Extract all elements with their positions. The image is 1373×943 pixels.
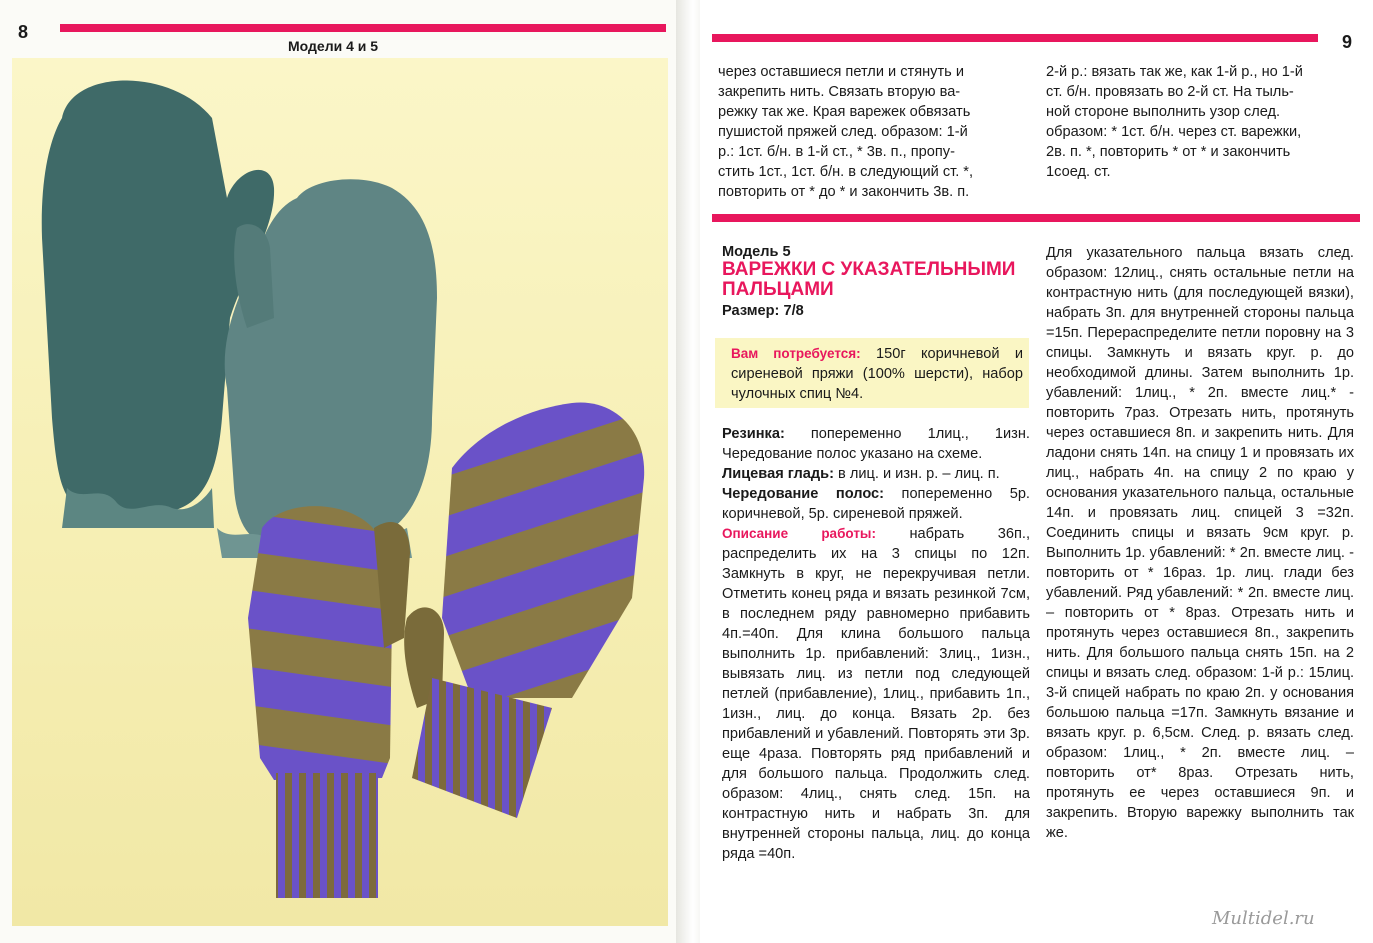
materials-text: 150г коричневой и сиреневой пряжи (100% шерсти), набор чулочных спиц №4. bbox=[731, 346, 1023, 402]
stockinette-text: в лиц. и изн. р. – лиц. п. bbox=[833, 466, 1000, 482]
stockinette-label: Лицевая гладь: bbox=[722, 466, 834, 482]
text-line: режку так же. Края варежек обвязать bbox=[718, 104, 971, 120]
header-bar-right bbox=[712, 34, 1318, 42]
rib-text: попеременно 1лиц., 1изн. Чередование полос указано на схеме. bbox=[722, 426, 1030, 462]
description-text: набрать 36п., распределить их на 3 спицы по 12п. Замкнуть в круг, не перекручивая петли. Отметить конец ряда и вязать резинкой 7см, в последнем ряду равномерно прибавить 4п.=40п. Для клина большого пальца выполнить 1р. прибавлений: 3лиц., 1изн., вывязать лиц. из петли под следующей петлей (прибавление), 1лиц., прибавить 1п., 1изн., лиц. до конца. Вязать 2р. без прибавлений и убавлений. Повторять эти 3р. еще 4раза. Повторять ряд прибавлений и для большого пальца. Продолжить след. образом: 4лиц., снять след. 15п. на контрастную нить и набрать 3п. для внутренней стороны пальца, лиц. до конца ряда =40п. bbox=[722, 526, 1030, 862]
right-column-text: Для указательного пальца вязать след. образом: 12лиц., снять остальные петли на контрастную нить (для последующей вязки), набрать 3п. для внутренней стороны пальца =15п. Перераспределите петли поровну на 3 спицы. Замкнуть и вязать круг. р. до необходимой длины. Затем выполнить 1р. убавлений: 1лиц., * 2п. вместе лиц.* - повторить 7раз. Отрезать нить, протянуть через оставшиеся 8п. и закрепить нить. Для ладони снять 14п. на спицу 1 и провязать их лиц., набрать 4п. на спицу 2 по краю у основания указательного пальца, остальные 14п. и провязать лиц. спицей 3 =32п. Соединить спицы и вязать 9см круг. р. Выполнить 1р. убавлений: * 2п. вместе лиц. - повторить от * 16раз. 1р. лиц. глади без убавлений. Ряд убавлений: * 2п. вместе лиц. – повторить от * 8раз. Отрезать нить и протянуть через оставшиеся 8п., закрепить нить. Для большого пальца снять 15п. на 2 спицы и вязать след. образом: 1-й р.: 15лиц. 3-й спицей набрать по краю 2п. у основания большою пальца =17п. Замкнуть вязание и вязать круг. р. 6,5см. След. р. вязать след. образом: 1лиц., * 2п. вместе лиц. – повторить от* 8раз. Отрезать нить, протянуть ее через оставшиеся 9п. и закрепить. Вторую варежку выполнить так же. bbox=[1046, 245, 1354, 841]
striped-mitten-left bbox=[248, 506, 392, 780]
mittens-photo bbox=[12, 58, 668, 926]
text-line: 1соед. ст. bbox=[1046, 164, 1111, 180]
watermark: Multidel.ru bbox=[1212, 908, 1315, 929]
text-line: образом: * 1ст. б/н. через ст. варежки, bbox=[1046, 124, 1302, 140]
ribbed-cuff-right bbox=[412, 678, 552, 818]
text-line: через оставшиеся петли и стянуть и bbox=[718, 64, 964, 80]
materials-box bbox=[715, 338, 1029, 408]
striped-mitten-right bbox=[442, 402, 644, 698]
text-line: стить 1ст., 1ст. б/н. в следующий ст. *, bbox=[718, 164, 974, 180]
instructions-left-column bbox=[722, 424, 1030, 864]
section-divider-bar bbox=[712, 214, 1360, 222]
continued-text-right bbox=[1046, 62, 1352, 182]
continued-text-left bbox=[718, 62, 1024, 202]
text-line: 2-й р.: вязать так же, как 1-й р., но 1-й bbox=[1046, 64, 1303, 80]
text-line: ст. б/н. провязать во 2-й ст. На тыль- bbox=[1046, 84, 1294, 100]
ribbed-cuff-left bbox=[276, 773, 378, 898]
stripes-text: попеременно 5р. коричневой, 5р. сиреневой пряжей. bbox=[722, 486, 1030, 522]
instructions-right-column bbox=[1046, 243, 1354, 843]
text-line: ной стороне выполнить узор след. bbox=[1046, 104, 1281, 120]
text-line: закрепить нить. Связать вторую ва- bbox=[718, 84, 961, 100]
model-label: Модель 5 bbox=[722, 244, 791, 260]
section-label: Модели 4 и 5 bbox=[288, 38, 379, 54]
mittens-illustration bbox=[12, 58, 668, 926]
page-number-right: 9 bbox=[1342, 32, 1353, 52]
materials-label: Вам потребуется: bbox=[731, 346, 861, 361]
text-line: повторить от * до * и закончить 3в. п. bbox=[718, 184, 970, 200]
stripes-label: Чередование полос: bbox=[722, 486, 885, 502]
text-line: пушистой пряжей след. образом: 1-й bbox=[718, 124, 968, 140]
pattern-title: ВАРЕЖКИ С УКАЗАТЕЛЬНЫМИ ПАЛЬЦАМИ bbox=[722, 259, 1016, 300]
text-line: 2в. п. *, повторить * от * и закончить bbox=[1046, 144, 1291, 160]
text-line: р.: 1ст. б/н. в 1-й ст., * 3в. п., пропу- bbox=[718, 144, 955, 160]
page-number-left: 8 bbox=[18, 22, 29, 42]
description-label: Описание работы: bbox=[722, 526, 876, 541]
header-bar-left bbox=[60, 24, 666, 32]
rib-label: Резинка: bbox=[722, 426, 785, 442]
size-line: Размер: 7/8 bbox=[722, 303, 804, 319]
